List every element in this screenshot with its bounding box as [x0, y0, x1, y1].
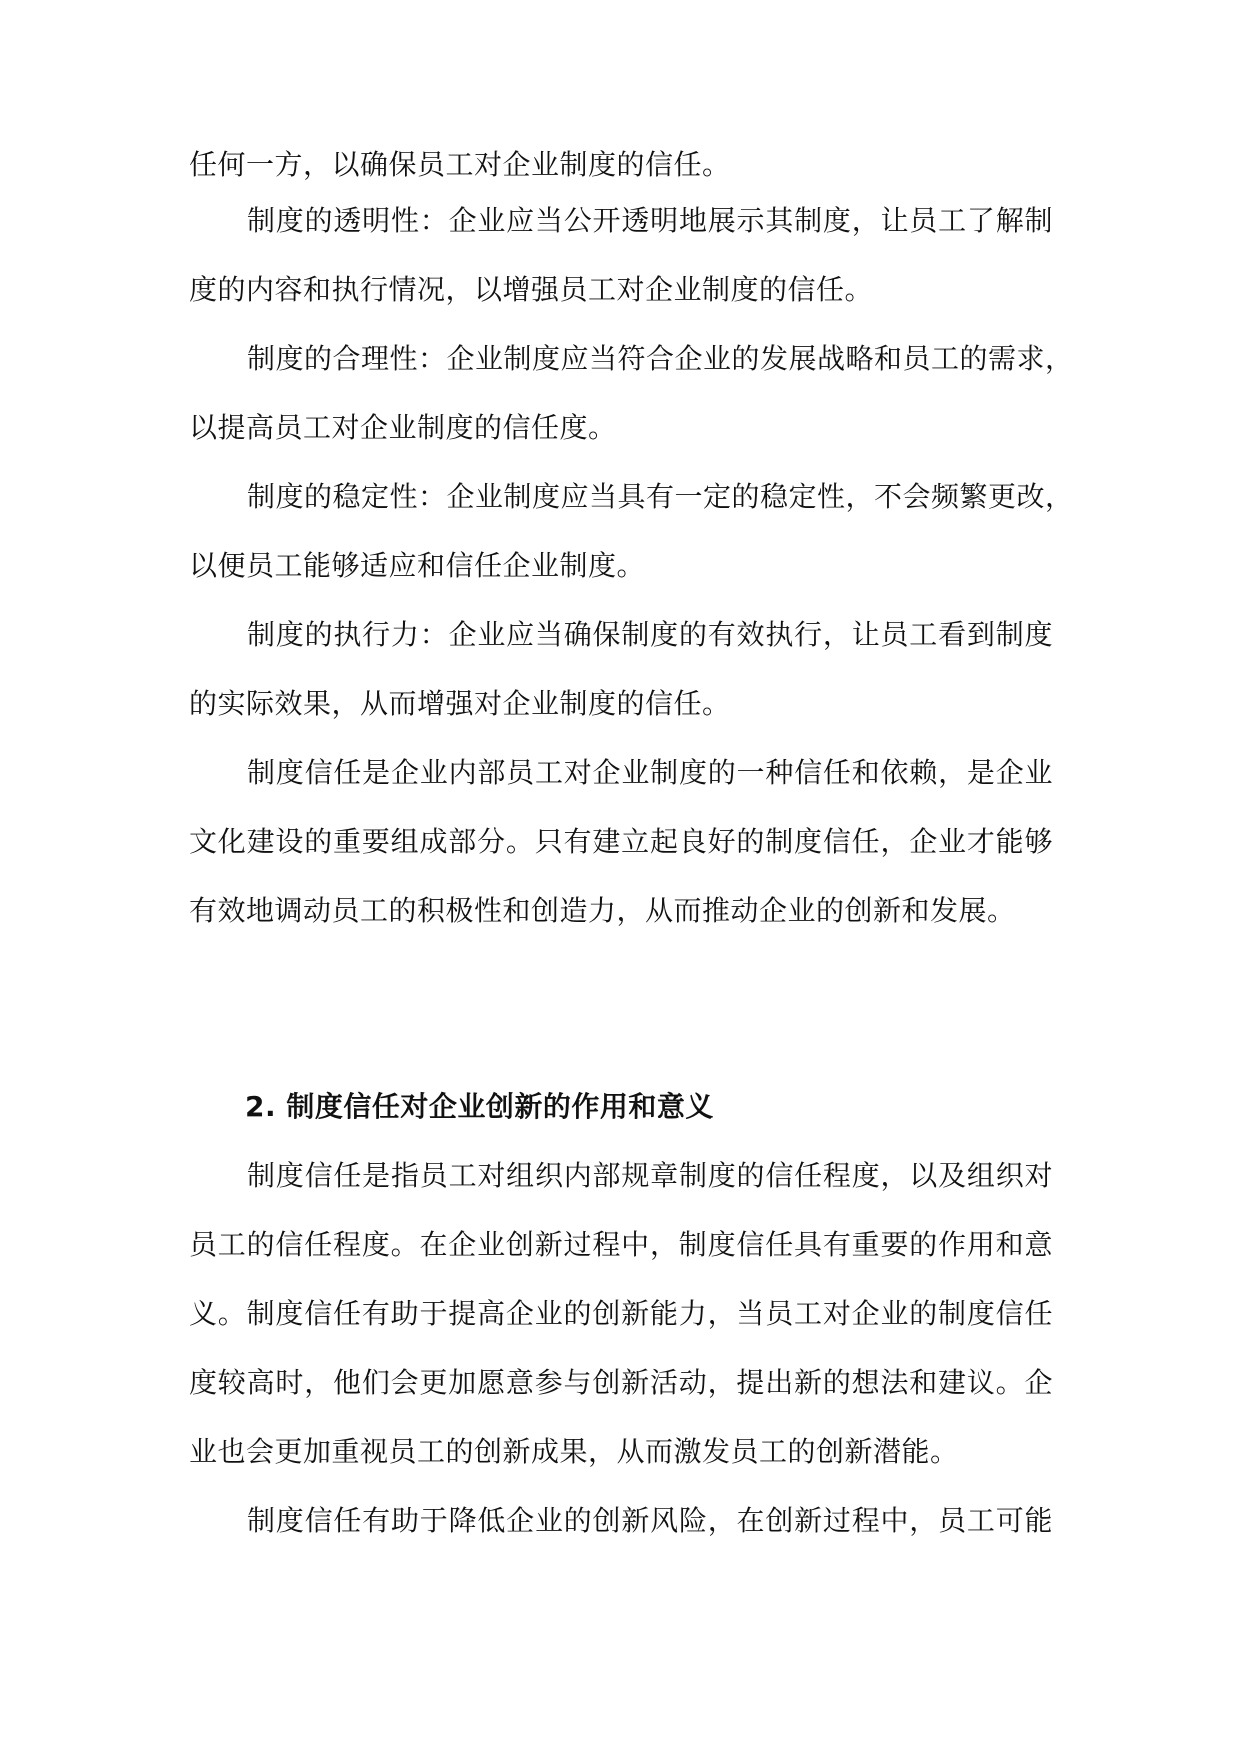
paragraph-line: 制度信任是企业内部员工对企业制度的一种信任和依赖，是企业	[247, 756, 1053, 789]
section-heading: 2. 制度信任对企业创新的作用和意义	[245, 1090, 714, 1123]
paragraph-line: 以提高员工对企业制度的信任度。	[189, 411, 617, 444]
paragraph-line: 义。制度信任有助于提高企业的创新能力，当员工对企业的制度信任	[189, 1297, 1053, 1330]
paragraph-line: 任何一方，以确保员工对企业制度的信任。	[189, 148, 731, 181]
paragraph-line: 文化建设的重要组成部分。只有建立起良好的制度信任，企业才能够	[189, 825, 1053, 858]
paragraph-line: 有效地调动员工的积极性和创造力，从而推动企业的创新和发展。	[189, 894, 1016, 927]
paragraph-line: 制度信任是指员工对组织内部规章制度的信任程度，以及组织对	[247, 1159, 1053, 1192]
paragraph-line: 的实际效果，从而增强对企业制度的信任。	[189, 687, 731, 720]
paragraph-line: 制度的执行力：企业应当确保制度的有效执行，让员工看到制度	[247, 618, 1053, 651]
paragraph-line: 制度的透明性：企业应当公开透明地展示其制度，让员工了解制	[247, 204, 1053, 237]
paragraph-line: 度较高时，他们会更加愿意参与创新活动，提出新的想法和建议。企	[189, 1366, 1053, 1399]
paragraph-line: 业也会更加重视员工的创新成果，从而激发员工的创新潜能。	[189, 1435, 959, 1468]
paragraph-line: 员工的信任程度。在企业创新过程中，制度信任具有重要的作用和意	[189, 1228, 1053, 1261]
paragraph-line: 制度的合理性：企业制度应当符合企业的发展战略和员工的需求，	[247, 342, 1074, 375]
paragraph-line: 制度信任有助于降低企业的创新风险，在创新过程中，员工可能	[247, 1504, 1053, 1537]
paragraph-line: 度的内容和执行情况，以增强员工对企业制度的信任。	[189, 273, 874, 306]
paragraph-line: 以便员工能够适应和信任企业制度。	[189, 549, 646, 582]
paragraph-line: 制度的稳定性：企业制度应当具有一定的稳定性，不会频繁更改，	[247, 480, 1074, 513]
